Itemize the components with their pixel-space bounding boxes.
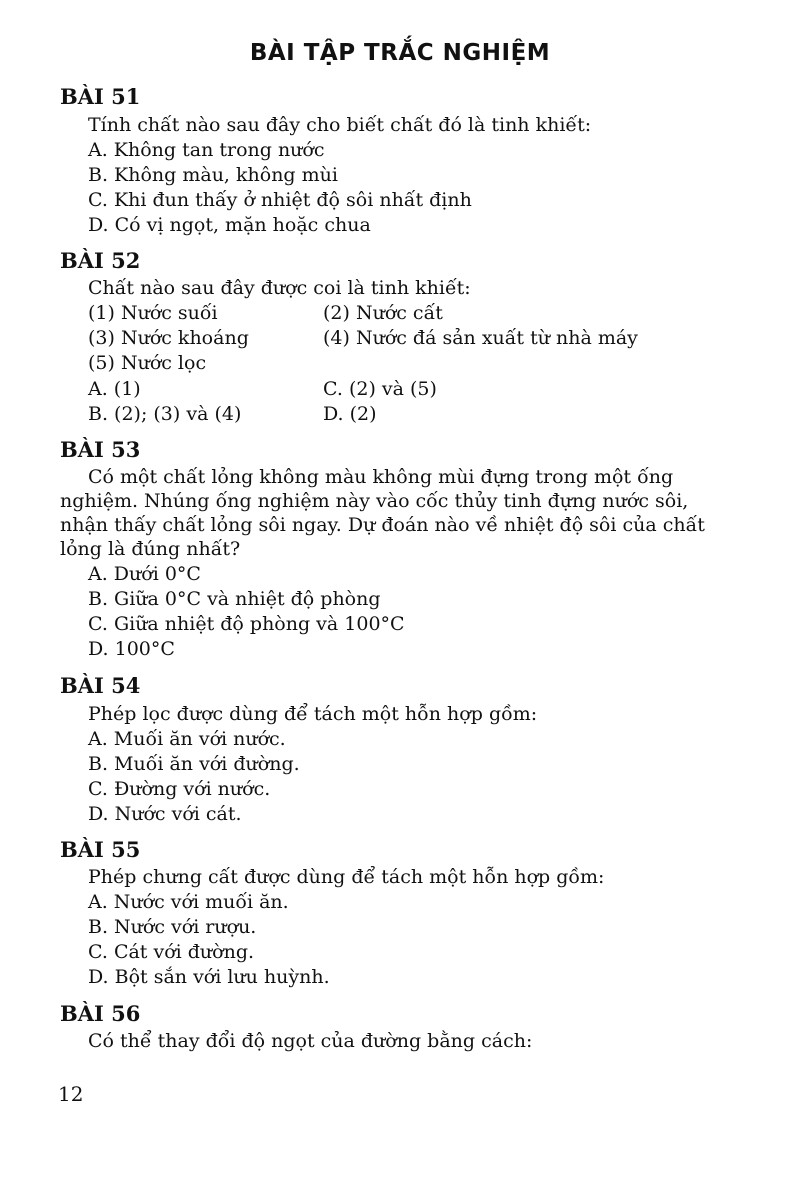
exercise-52-item-1: (1) Nước suối: [88, 302, 218, 324]
exercise-52-item-2: (2) Nước cất: [323, 302, 443, 324]
exercise-54-question: Phép lọc được dùng để tách một hỗn hợp gồm:: [88, 703, 538, 725]
exercise-51-heading: BÀI 51: [60, 84, 141, 109]
exercise-51-option-c: C. Khi đun thấy ở nhiệt độ sôi nhất định: [88, 189, 472, 211]
exercise-51-question: Tính chất nào sau đây cho biết chất đó là tinh khiết:: [88, 114, 592, 136]
exercise-54-heading: BÀI 54: [60, 673, 141, 698]
exercise-52-item-3: (3) Nước khoáng: [88, 327, 249, 349]
page-title: BÀI TẬP TRẮC NGHIỆM: [249, 40, 551, 66]
page-number: 12: [58, 1082, 84, 1106]
exercise-52-option-c: C. (2) và (5): [323, 378, 437, 400]
exercise-56-heading: BÀI 56: [60, 1001, 141, 1026]
exercise-52-option-d: D. (2): [323, 403, 377, 425]
exercise-52-option-a: A. (1): [88, 378, 141, 400]
exercise-56-question: Có thể thay đổi độ ngọt của đường bằng cách:: [88, 1030, 533, 1052]
exercise-55-heading: BÀI 55: [60, 837, 141, 862]
exercise-52-item-5: (5) Nước lọc: [88, 352, 207, 374]
exercise-53-option-b: B. Giữa 0°C và nhiệt độ phòng: [88, 588, 381, 610]
exercise-53-question-line: lỏng là đúng nhất?: [60, 538, 241, 560]
exercise-52-item-4: (4) Nước đá sản xuất từ nhà máy: [323, 327, 638, 349]
exercise-55-question: Phép chưng cất được dùng để tách một hỗn hợp gồm:: [88, 866, 605, 888]
exercise-52-question: Chất nào sau đây được coi là tinh khiết:: [88, 277, 471, 299]
exercise-55-option-c: C. Cát với đường.: [88, 941, 255, 963]
exercise-51-option-b: B. Không màu, không mùi: [88, 164, 338, 186]
exercise-55-option-d: D. Bột sắn với lưu huỳnh.: [88, 966, 330, 988]
exercise-52-heading: BÀI 52: [60, 248, 141, 273]
exercise-53-heading: BÀI 53: [60, 437, 141, 462]
exercise-55-option-a: A. Nước với muối ăn.: [88, 891, 289, 913]
exercise-53-question-line: Có một chất lỏng không màu không mùi đựng trong một ống: [88, 466, 674, 488]
exercise-54-option-a: A. Muối ăn với nước.: [88, 728, 286, 750]
exercise-54-option-c: C. Đường với nước.: [88, 778, 271, 800]
exercise-53-question-line: nghiệm. Nhúng ống nghiệm này vào cốc thủy tinh đựng nước sôi,: [60, 490, 689, 512]
exercise-54-option-d: D. Nước với cát.: [88, 803, 242, 825]
exercise-53-question-line: nhận thấy chất lỏng sôi ngay. Dự đoán nào về nhiệt độ sôi của chất: [60, 514, 705, 536]
exercise-53-option-d: D. 100°C: [88, 638, 175, 660]
exercise-54-option-b: B. Muối ăn với đường.: [88, 753, 300, 775]
exercise-53-option-a: A. Dưới 0°C: [88, 563, 201, 585]
exercise-55-option-b: B. Nước với rượu.: [88, 916, 257, 938]
exercise-51-option-a: A. Không tan trong nước: [88, 139, 325, 161]
exercise-53-option-c: C. Giữa nhiệt độ phòng và 100°C: [88, 613, 405, 635]
exercise-51-option-d: D. Có vị ngọt, mặn hoặc chua: [88, 214, 371, 236]
exercise-52-option-b: B. (2); (3) và (4): [88, 403, 242, 425]
